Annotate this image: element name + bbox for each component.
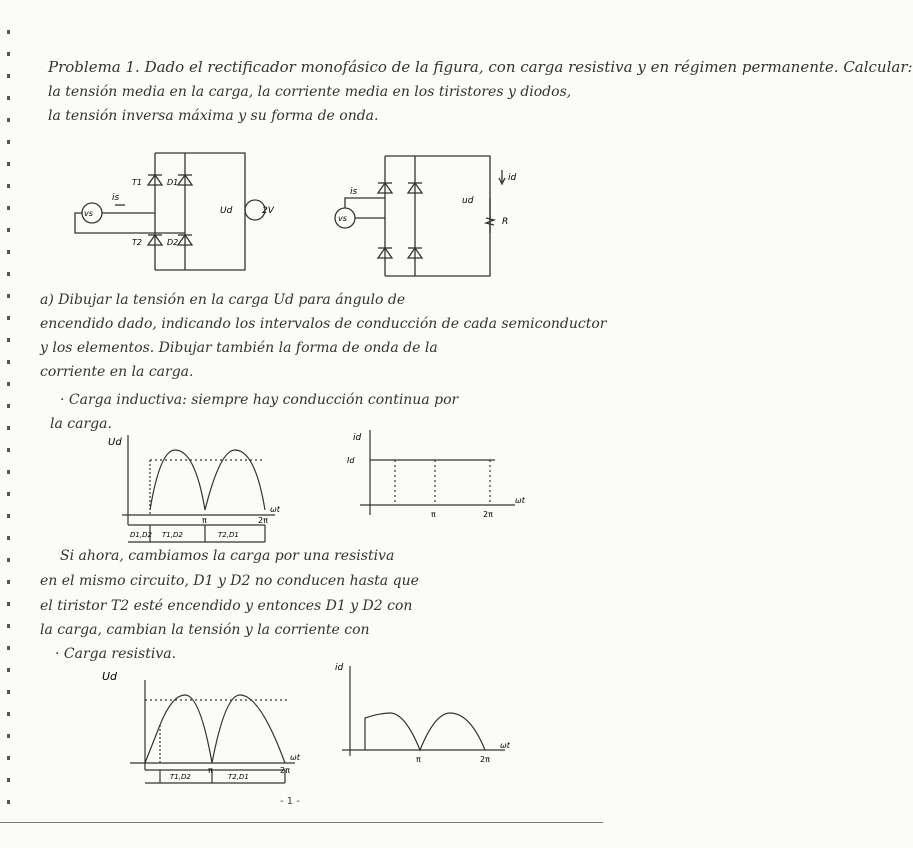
circuit-diagram-1 <box>70 145 280 280</box>
circuit2-id-label: id <box>508 173 517 183</box>
graph4-tick-pi: π <box>416 755 421 764</box>
para-a-line-4: corriente en la carga. <box>40 364 194 380</box>
graph3-xlabel: ωt <box>290 753 300 762</box>
graph3-interval-2: T2,D1 <box>228 773 249 781</box>
graph3-ylabel: Ud <box>102 670 118 683</box>
graph2-tick-2pi: 2π <box>483 510 493 519</box>
para-b-line-3: el tiristor T2 esté encendido y entonces D1 y D2 con <box>40 598 413 614</box>
para-b-line-1: Si ahora, cambiamos la carga por una resistiva <box>60 548 395 564</box>
circuit-diagram-2 <box>330 148 530 283</box>
circuit2-source-label: vs <box>338 214 347 223</box>
graph2-xlabel: ωt <box>515 496 525 505</box>
circuit2-load-label: R <box>502 217 509 227</box>
binding-holes <box>4 30 16 830</box>
graph-id-resistive <box>330 658 530 768</box>
graph1-interval-1: T1,D2 <box>162 531 183 539</box>
circuit1-d2-label: T2 <box>132 238 142 247</box>
circuit1-load-label: 2V <box>262 206 274 216</box>
case1-line-2: la carga. <box>50 416 112 432</box>
para-a-line-3: y los elementos. Dibujar también la forma de onda de la <box>40 340 438 356</box>
graph2-ylabel: id <box>353 433 362 443</box>
case1-line-1: · Carga inductiva: siempre hay conducción continua por <box>60 392 459 408</box>
graph1-interval-2: T2,D1 <box>218 531 239 539</box>
graph4-tick-2pi: 2π <box>480 755 490 764</box>
graph1-xlabel: ωt <box>270 505 280 514</box>
graph2-level: Id <box>347 456 355 465</box>
graph3-tick-2pi: 2π <box>280 766 290 775</box>
para-a-line-1: a) Dibujar la tensión en la carga Ud para ángulo de <box>40 292 406 308</box>
graph1-ylabel: Ud <box>108 437 122 448</box>
intro-line-3: la tensión inversa máxima y su forma de onda. <box>48 108 379 124</box>
para-b-line-4: la carga, cambian la tensión y la corriente con <box>40 622 370 638</box>
graph2-tick-pi: π <box>431 510 436 519</box>
intro-line-2: la tensión media en la carga, la corriente media en los tiristores y diodos, <box>48 84 572 100</box>
graph1-tick-pi: π <box>202 516 207 525</box>
graph-ud-inductive <box>100 430 300 560</box>
circuit2-current-label: is <box>350 187 358 197</box>
circuit1-d1-label: T1 <box>132 178 142 187</box>
circuit1-current-label: is <box>112 193 120 203</box>
circuit1-d4-label: D2 <box>167 238 179 247</box>
para-b-line-2: en el mismo circuito, D1 y D2 no conducen hasta que <box>40 573 419 589</box>
graph1-interval-0: D1,D2 <box>130 531 152 539</box>
graph3-tick-pi: π <box>208 766 213 775</box>
page-number: - 1 - <box>280 796 300 807</box>
para-a-line-2: encendido dado, indicando los intervalos de conducción de cada semiconductor <box>40 316 607 332</box>
circuit1-d3-label: D1 <box>167 178 179 187</box>
graph3-interval-1: T1,D2 <box>170 773 191 781</box>
para-b-line-5: · Carga resistiva. <box>55 646 177 662</box>
circuit1-source-label: vs <box>84 209 93 218</box>
graph-id-inductive <box>335 425 535 530</box>
circuit1-ud-label: Ud <box>220 206 233 216</box>
graph4-xlabel: ωt <box>500 741 510 750</box>
graph-ud-resistive <box>100 665 315 795</box>
footer-rule <box>0 822 603 823</box>
circuit2-ud-label: ud <box>462 196 474 206</box>
graph4-ylabel: id <box>335 663 344 673</box>
graph1-tick-2pi: 2π <box>258 516 268 525</box>
problem-title: Problema 1. Dado el rectificador monofásico de la figura, con carga resistiva y en régimen permanente. Calcular: <box>48 58 913 76</box>
